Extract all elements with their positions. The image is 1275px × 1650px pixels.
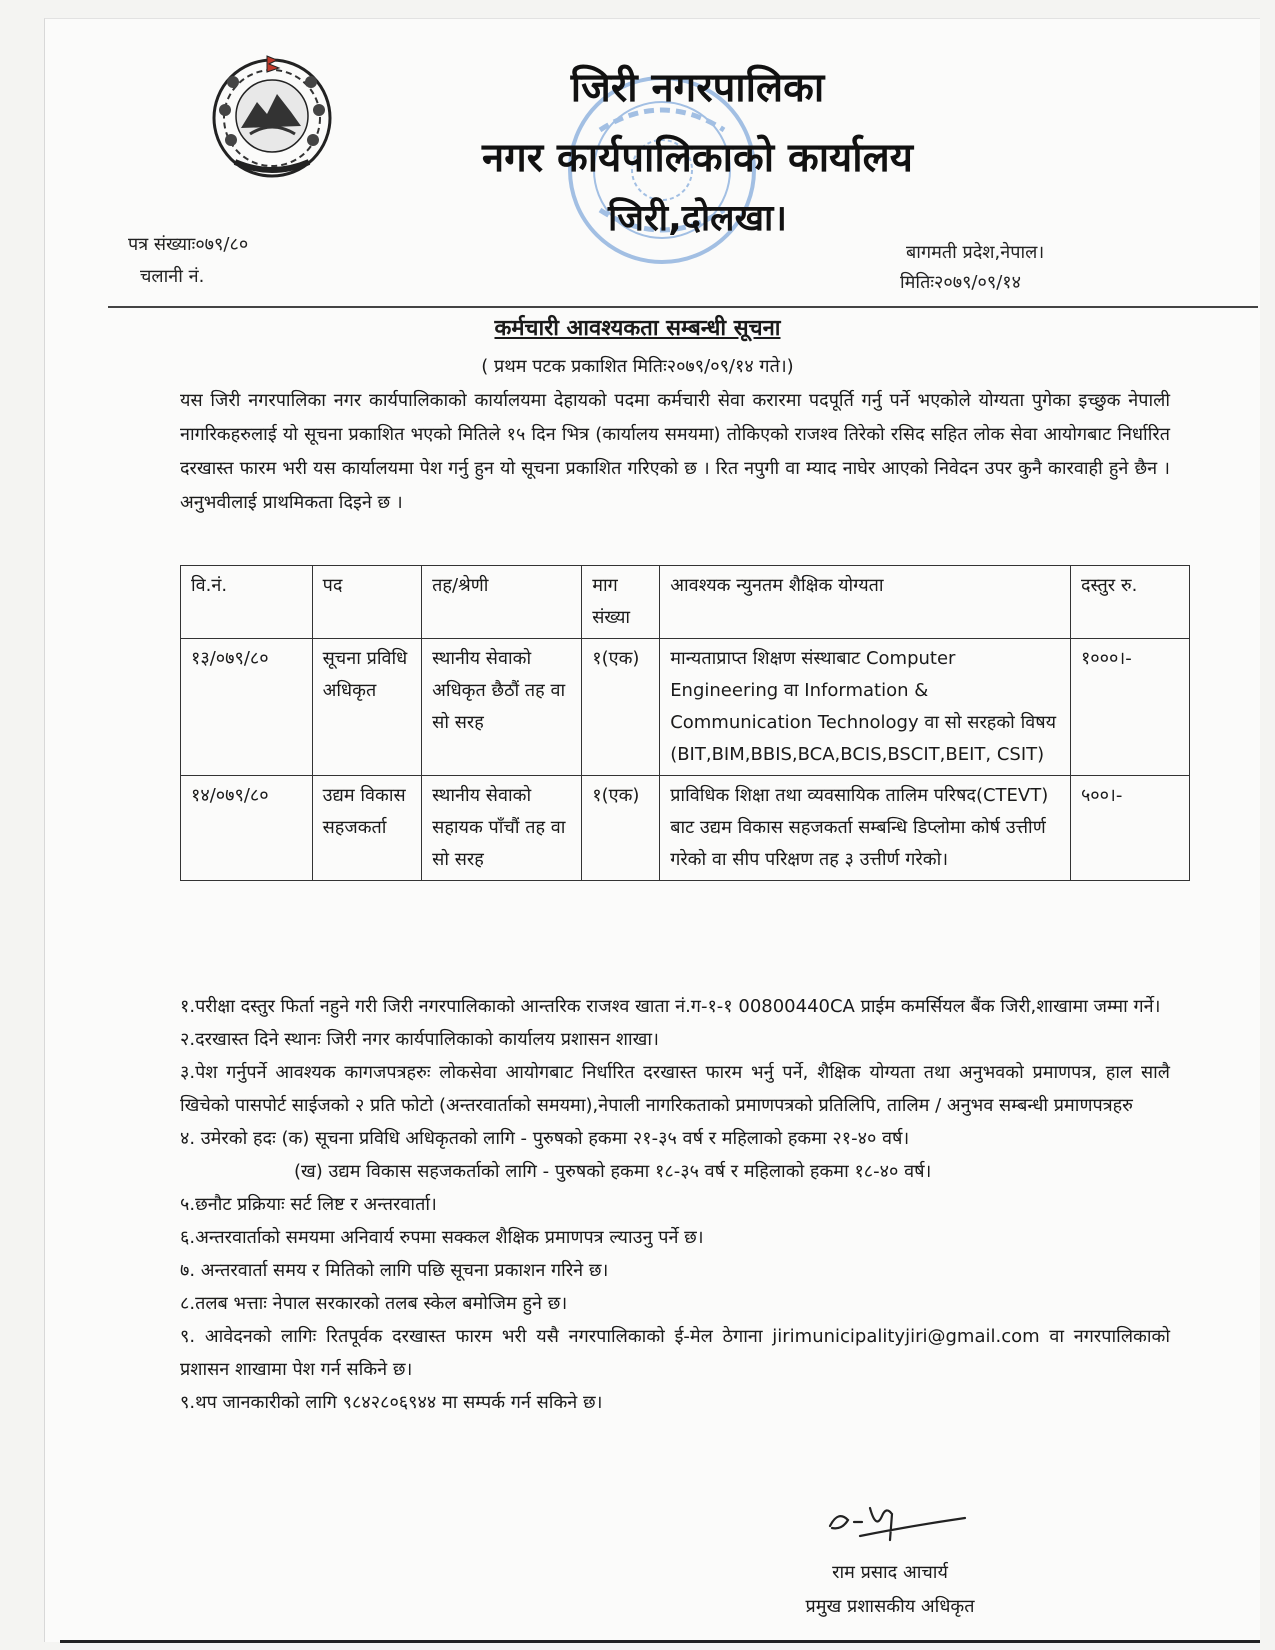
cell-sn: १३/०७९/८०: [181, 639, 313, 776]
header-divider: [108, 306, 1258, 308]
header-post: पद: [312, 566, 422, 639]
cell-demand: १(एक): [582, 639, 660, 776]
table-header-row: [181, 566, 1190, 639]
condition-item: ५.छनौट प्रक्रियाः सर्ट लिष्ट र अन्तरवार्ता।: [180, 1194, 437, 1215]
condition-item: ३.पेश गर्नुपर्ने आवश्यक कागजपत्रहरुः लोकसेवा आयोगबाट निर्धारित दरखास्त फारम भर्नु पर्ने, शैक्षिक योग्यता तथा अनुभवको प्रमाणपत्र, हाल सालै खिचेको पासपोर्ट साईजको २ प्रति फोटो (अन्तरवार्ताको समयमा),नेपाली नागरिकताको प्रमाणपत्रको प्रतिलिपि, तालिम / अनुभव सम्बन्धी प्रमाणपत्रहरु: [180, 1062, 1170, 1116]
notice-intro: यस जिरी नगरपालिका नगर कार्यपालिकाको कार्यालयमा देहायको पदमा कर्मचारी सेवा करारमा पदपूर्ति गर्नु पर्ने भएकोले योग्यता पुगेका इच्छुक नेपाली नागरिकहरुलाई यो सूचना प्रकाशित भएको मितिले १५ दिन भित्र (कार्यालय समयमा) तोकिएको राजश्व तिरेको रसिद सहित लोक सेवा आयोगबाट निर्धारित दरखास्त फारम भरी यस कार्यालयमा पेश गर्नु हुन यो सूचना प्रकाशित गरिएको छ । रित नपुगी वा म्याद नाघेर आएको निवेदन उपर कुनै कारवाही हुने छैन । अनुभवीलाई प्राथमिकता दिइने छ ।: [180, 390, 1170, 513]
office-location: जिरी,दोलखा।: [607, 198, 788, 239]
signature-icon: [820, 1496, 970, 1546]
cell-level: स्थानीय सेवाको सहायक पाँचौं तह वा सो सरह: [422, 776, 582, 881]
cell-fee: १०००।-: [1070, 639, 1189, 776]
signer-block: [760, 1556, 1020, 1624]
province-label: बागमती प्रदेश,नेपाल।: [906, 242, 1045, 263]
municipality-name: जिरी नगरपालिका: [570, 65, 825, 111]
vacancy-table: [180, 565, 1190, 881]
condition-item: १.परीक्षा दस्तुर फिर्ता नहुने गरी जिरी नगरपालिकाको आन्तरिक राजश्व खाता नं.ग-१-१ 00800440CA प्राईम कमर्सियल बैंक जिरी,शाखामा जम्मा गर्ने।: [180, 996, 1161, 1017]
table-row: [181, 639, 1190, 776]
notice-subtitle: ( प्रथम पटक प्रकाशित मितिः२०७९/०९/१४ गते।): [481, 356, 794, 377]
notice-title: कर्मचारी आवश्यकता सम्बन्धी सूचना: [494, 316, 781, 341]
condition-item: ९. आवेदनको लागिः रितपूर्वक दरखास्त फारम भरी यसै नगरपालिकाको ई-मेल ठेगाना jirimunicipalityjiri@gmail.com वा नगरपालिकाको प्रशासन शाखामा पेश गर्न सकिने छ।: [180, 1326, 1170, 1380]
letter-number: पत्र संख्याः०७९/८०: [128, 234, 249, 255]
cell-post: सूचना प्रविधि अधिकृत: [312, 639, 422, 776]
header-sn: वि.नं.: [181, 566, 313, 639]
footer-divider: [60, 1640, 1260, 1643]
condition-item: (ख) उद्यम विकास सहजकर्ताको लागि - पुरुषको हकमा १८-३५ वर्ष र महिलाको हकमा १८-४० वर्ष।: [294, 1161, 932, 1182]
cell-qualification: प्राविधिक शिक्षा तथा व्यवसायिक तालिम परिषद(CTEVT) बाट उद्यम विकास सहजकर्ता सम्बन्धि डिप्लोमा कोर्ष उत्तीर्ण गरेको वा सीप परिक्षण तह ३ उत्तीर्ण गरेको।: [660, 776, 1071, 881]
header-fee: दस्तुर रु.: [1070, 566, 1189, 639]
condition-item: ७. अन्तरवार्ता समय र मितिको लागि पछि सूचना प्रकाशन गरिने छ।: [180, 1260, 609, 1281]
header-level: तह/श्रेणी: [422, 566, 582, 639]
header-qualification: आवश्यक न्युनतम शैक्षिक योग्यता: [660, 566, 1071, 639]
condition-item: ८.तलब भत्ताः नेपाल सरकारको तलब स्केल बमोजिम हुने छ।: [180, 1293, 568, 1314]
cell-demand: १(एक): [582, 776, 660, 881]
cell-level: स्थानीय सेवाको अधिकृत छैठौं तह वा सो सरह: [422, 639, 582, 776]
cell-qualification: मान्यताप्राप्त शिक्षण संस्थाबाट Computer Engineering वा Information & Communication Technology वा सो सरहको विषय (BIT,BIM,BBIS,BCA,BCIS,BSCIT,BEIT, CSIT): [660, 639, 1071, 776]
condition-item: ९.थप जानकारीको लागि ९८४२८०६९४४ मा सम्पर्क गर्न सकिने छ।: [180, 1392, 603, 1413]
cell-post: उद्यम विकास सहजकर्ता: [312, 776, 422, 881]
office-name: नगर कार्यपालिकाको कार्यालय: [482, 135, 913, 181]
cell-sn: १४/०७९/८०: [181, 776, 313, 881]
letter-date: मितिः२०७९/०९/१४: [900, 272, 1021, 293]
condition-item: २.दरखास्त दिने स्थानः जिरी नगर कार्यपालिकाको कार्यालय प्रशासन शाखा।: [180, 1029, 659, 1050]
header-demand: माग संख्या: [582, 566, 660, 639]
condition-item: ६.अन्तरवार्ताको समयमा अनिवार्य रुपमा सक्कल शैक्षिक प्रमाणपत्र ल्याउनु पर्ने छ।: [180, 1227, 704, 1248]
table-row: [181, 776, 1190, 881]
notice-conditions: [180, 990, 1170, 1419]
dispatch-number: चलानी नं.: [140, 266, 205, 287]
condition-item: ४. उमेरको हदः (क) सूचना प्रविधि अधिकृतको लागि - पुरुषको हकमा २१-३५ वर्ष र महिलाको हकमा २१-४० वर्ष।: [180, 1128, 910, 1149]
cell-fee: ५००।-: [1070, 776, 1189, 881]
signer-title: प्रमुख प्रशासकीय अधिकृत: [805, 1596, 975, 1617]
signer-name: राम प्रसाद आचार्य: [832, 1562, 948, 1583]
